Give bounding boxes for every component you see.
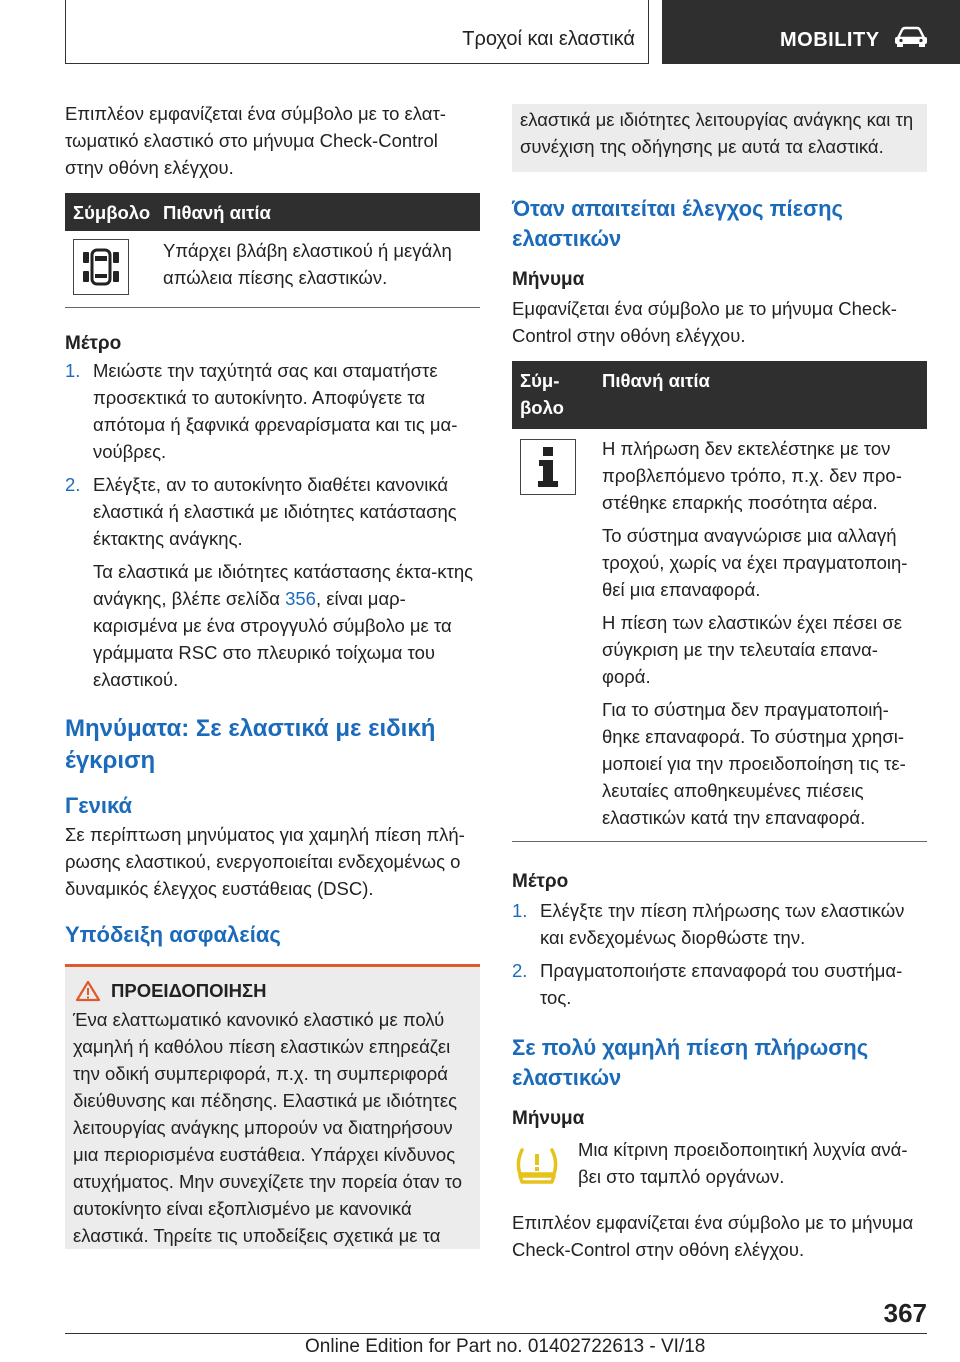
- list-item-text: Μειώστε την ταχύτητά σας και σταματήστε προσεκτικά το αυτοκίνητο. Αποφύγετε τα απότομα ή ξαφνικά φρεναρίσματα και τις μα-νούβρες.: [93, 360, 458, 462]
- rsc-note-text-a: Τα ελαστικά με ιδιότητες κατάστασης έκτα-κτης ανάγκης, βλέπε σελίδα: [93, 561, 474, 609]
- heading-pressure-check: Όταν απαιτείται έλεγχος πίεσης ελαστικών: [512, 196, 843, 251]
- tire-pressure-warning-icon: [512, 1146, 562, 1186]
- rsc-note: [93, 558, 480, 693]
- heading-messages: Μηνύματα: Σε ελαστικά με ειδική έγκριση: [65, 715, 436, 774]
- cause-paragraph: Το σύστημα αναγνώρισε μια αλλαγή τροχού, χωρίς να έχει πραγματοποιη-θεί μια επαναφορά.: [602, 525, 908, 600]
- header-category-box: [662, 0, 960, 64]
- warning-triangle-icon: [75, 980, 101, 1002]
- warning-title: ΠΡΟΕΙΔΟΠΟΙΗΣΗ: [111, 980, 267, 1001]
- list-item-body: [93, 471, 480, 693]
- lamp-text: Μια κίτρινη προειδοποιητική λυχνία ανά-βει στο ταμπλό οργάνων.: [578, 1139, 908, 1187]
- cause-paragraph: Η πλήρωση δεν εκτελέστηκε με τον προβλεπόμενο τρόπο, π.χ. δεν προ-στέθηκε επαρκής ποσότητα αέρα.: [602, 438, 902, 513]
- table-header-cause: Πιθανή αιτία: [163, 201, 271, 223]
- rsc-note-text-b: , είναι μαρ-καρισμένα με ένα στρογγυλό σύμβολο με τα γράμματα RSC στο πλευρικό τοίχωμα του ελαστικού.: [93, 588, 452, 690]
- table-row: [65, 231, 480, 308]
- general-text: Σε περίπτωση μηνύματος για χαμηλή πίεση πλή-ρωσης ελαστικού, ενεργοποιείται ενδεχομένως ο δυναμικός έλεγχος ευστάθειας (DSC).: [65, 824, 465, 899]
- table-header-symbol: Σύμ-βολο: [520, 370, 564, 418]
- list-item-text: Ελέγξτε την πίεση πλήρωσης των ελαστικών και ενδεχομένως διορθώστε την.: [540, 900, 905, 948]
- table-cause-cell: [594, 429, 927, 841]
- table-symbol-cell: [512, 429, 594, 841]
- measures-title: Μέτρο: [512, 871, 569, 892]
- list-item: [65, 357, 480, 465]
- list-item: [512, 897, 927, 951]
- table-header: [512, 361, 927, 429]
- table-header-cause: Πιθανή αιτία: [602, 370, 710, 391]
- lamp-row: [512, 1136, 927, 1193]
- list-item-number: 1.: [65, 360, 81, 381]
- heading-low-pressure: Σε πολύ χαμηλή πίεση πλήρωσης ελαστικών: [512, 1035, 869, 1090]
- table-header: [65, 193, 480, 231]
- heading-safety: Υπόδειξη ασφαλείας: [65, 922, 281, 947]
- header-section-title: Τροχοί και ελαστικά: [462, 28, 635, 50]
- page-link-356[interactable]: 356: [285, 588, 316, 609]
- car-icon: [894, 26, 928, 48]
- footer-edition: Online Edition for Part no. 01402722613 - VI/18: [305, 1336, 706, 1357]
- right-column: [512, 104, 927, 1263]
- tire-damage-icon: [73, 239, 129, 295]
- table-header-symbol: Σύμβολο: [73, 201, 151, 223]
- measures-list: [65, 357, 480, 693]
- table-symbol-cell: [65, 231, 159, 307]
- message-title: Μήνυμα: [512, 1108, 585, 1129]
- list-item-number: 2.: [512, 960, 528, 981]
- list-item: [65, 471, 480, 693]
- measures-title: Μέτρο: [65, 333, 122, 354]
- info-icon: [520, 439, 576, 495]
- list-item-number: 1.: [512, 900, 528, 921]
- list-item: [512, 957, 927, 1011]
- table-row: [512, 429, 927, 842]
- cause-paragraph: Για το σύστημα δεν πραγματοποιή-θηκε επαναφορά. Το σύστημα χρησι-μοποιεί για την προειδοποίηση τις τε-λευταίες αποθηκευμένες πιέσεις ελαστικών κατά την επαναφορά.: [602, 699, 906, 828]
- lamp-icon-wrap: [512, 1136, 578, 1193]
- measures-list: [512, 897, 927, 1011]
- list-item-text: Ελέγξτε, αν το αυτοκίνητο διαθέτει κανονικά ελαστικά ή ελαστικά με ιδιότητες κατάστασης έκτακτης ανάγκης.: [93, 474, 457, 549]
- cause-paragraph: Η πίεση των ελαστικών έχει πέσει σε σύγκριση με την τελευταία επανα-φορά.: [602, 612, 903, 687]
- warning-continuation-box: [512, 104, 927, 172]
- intro-text: Επιπλέον εμφανίζεται ένα σύμβολο με το ελατ-τωματικό ελαστικό στο μήνυμα Check-Control στην οθόνη ελέγχου.: [65, 103, 446, 178]
- warning-header: [75, 977, 470, 1004]
- header-category-label: MOBILITY: [780, 29, 880, 51]
- symbol-table: [65, 193, 480, 308]
- warning-box: [65, 964, 480, 1249]
- table-cause-cell: Υπάρχει βλάβη ελαστικού ή μεγάλη απώλεια πίεσης ελαστικών.: [163, 240, 452, 288]
- message-text: Εμφανίζεται ένα σύμβολο με το μήνυμα Check-Control στην οθόνη ελέγχου.: [512, 298, 897, 346]
- footer-divider: [65, 1333, 927, 1334]
- message-title: Μήνυμα: [512, 269, 585, 290]
- warning-continuation-text: ελαστικά με ιδιότητες λειτουργίας ανάγκης και τη συνέχιση της οδήγησης με αυτά τα ελαστικά.: [520, 109, 914, 157]
- final-text: Επιπλέον εμφανίζεται ένα σύμβολο με το μήνυμα Check-Control στην οθόνη ελέγχου.: [512, 1212, 914, 1260]
- warning-text: Ένα ελαττωματικό κανονικό ελαστικό με πολύ χαμηλή ή καθόλου πίεση ελαστικών επηρεάζει την οδική συμπεριφορά, π.χ. τη συμπεριφορά διεύθυνσης και πέδησης. Ελαστικά με ιδιότητες λειτουργίας ανάγκης μπορούν να διατηρήσουν μια περιορισμένα ευστάθεια. Υπάρχει κίνδυνος ατυχήματος. Μην συνεχίζετε την πορεία όταν το αυτοκίνητο είναι εξοπλισμένο με κανονικά ελαστικά. Τηρείτε τις υποδείξεις σχετικά με τα: [73, 1009, 463, 1246]
- list-item-number: 2.: [65, 474, 81, 495]
- heading-general: Γενικά: [65, 793, 133, 818]
- left-column: [65, 100, 480, 1249]
- cause-table: [512, 361, 927, 842]
- page-number: 367: [883, 1298, 927, 1328]
- list-item-text: Πραγματοποιήστε επαναφορά του συστήμα-τος.: [540, 960, 903, 1008]
